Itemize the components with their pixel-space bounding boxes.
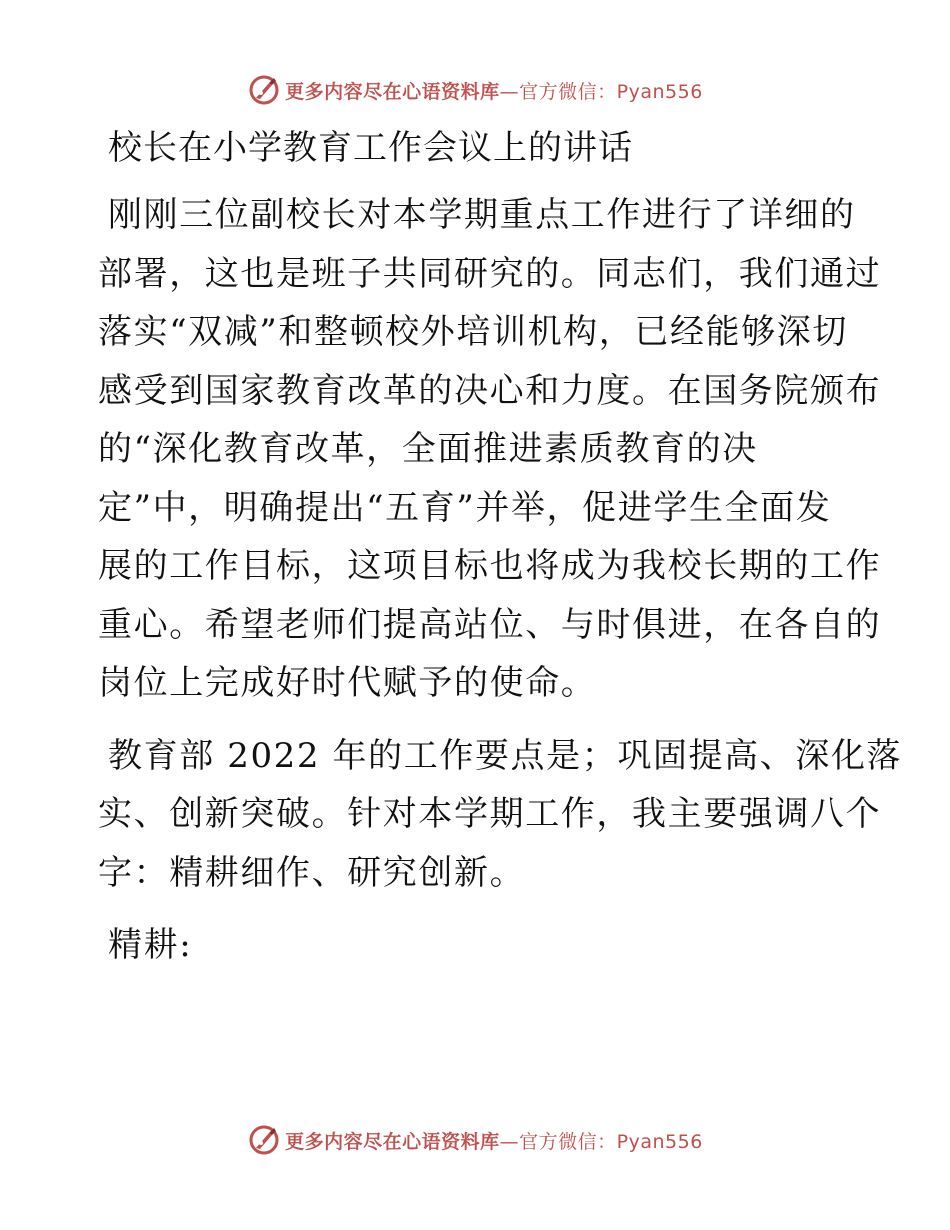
text-line: 的“深化教育改革，全面推进素质教育的决 <box>98 429 758 469</box>
paragraph-1 <box>98 186 882 713</box>
banner-dash: — <box>499 1130 520 1153</box>
text-line: 实、创新突破。针对本学期工作，我主要强调八个 <box>98 794 882 834</box>
text-line: 部署，这也是班子共同研究的。同志们，我们通过 <box>98 253 882 294</box>
banner-slogan: 更多内容尽在心语资料库 <box>285 1130 500 1153</box>
banner-text <box>285 77 703 104</box>
banner-text <box>285 1127 703 1154</box>
banner-contact: 官方微信：Pyan556 <box>519 1130 703 1153</box>
text-line: 落实“双减”和整顿校外培训机构，已经能够深切 <box>98 312 848 352</box>
text-line: 岗位上完成好时代赋予的使命。 <box>98 663 597 703</box>
document-title: 校长在小学教育工作会议上的讲话 <box>108 128 633 168</box>
document-body <box>98 122 903 989</box>
text-line: 感受到国家教育改革的决心和力度。在国务院颁布 <box>98 370 882 411</box>
paragraph-2 <box>98 727 903 903</box>
banner-dash: — <box>499 80 520 103</box>
text-line: 重心。希望老师们提高站位、与时俱进，在各自的 <box>98 604 882 645</box>
paragraph-3 <box>98 916 858 975</box>
text-line: 教育部 2022 年的工作要点是；巩固提高、深化落 <box>108 735 903 776</box>
text-line: 精耕: <box>108 925 193 965</box>
footer-banner <box>0 1122 950 1158</box>
footer-banner-content <box>247 1123 703 1157</box>
text-line: 刚刚三位副校长对本学期重点工作进行了详细的 <box>108 195 856 235</box>
quill-logo-icon <box>247 1123 281 1157</box>
text-line: 展的工作目标，这项目标也将成为我校长期的工作 <box>98 546 882 586</box>
text-line: 定”中，明确提出“五育”并举，促进学生全面发 <box>98 487 832 528</box>
header-banner <box>0 72 950 108</box>
text-line: 字：精耕细作、研究创新。 <box>98 852 526 893</box>
banner-contact: 官方微信：Pyan556 <box>519 80 703 103</box>
quill-logo-icon <box>247 73 281 107</box>
banner-slogan: 更多内容尽在心语资料库 <box>285 80 500 103</box>
header-banner-content <box>247 73 703 107</box>
